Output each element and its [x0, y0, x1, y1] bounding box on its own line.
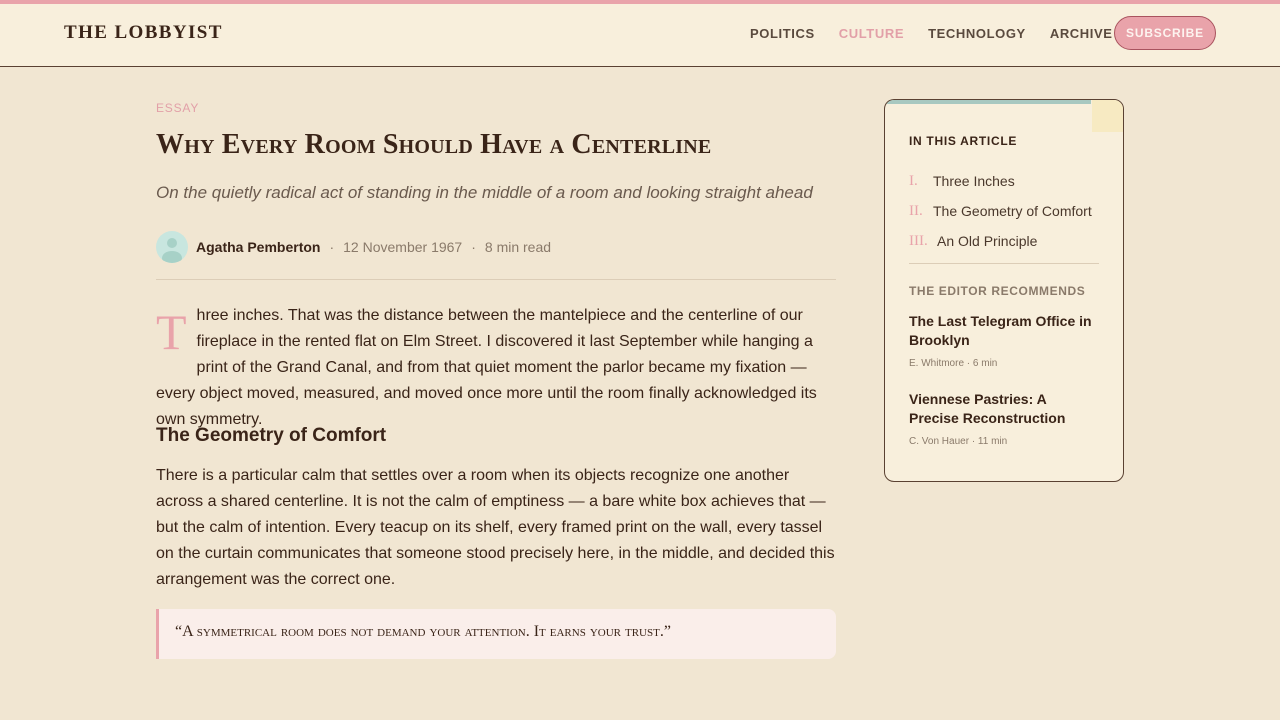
pull-quote: “A symmetrical room does not demand your attention. It earns your trust.”	[156, 609, 836, 659]
toc-heading: IN THIS ARTICLE	[909, 134, 1018, 148]
sidebar-corner-square	[1092, 100, 1124, 132]
recommendation-meta: E. Whitmore · 6 min	[909, 358, 998, 369]
byline	[156, 231, 551, 263]
site-header	[0, 4, 1280, 67]
author-avatar	[156, 231, 188, 263]
byline-divider	[156, 279, 836, 280]
nav-archive[interactable]: ARCHIVE	[1049, 26, 1113, 41]
site-logo[interactable]: THE LOBBYIST	[64, 22, 223, 43]
publish-date: 12 November 1967	[343, 239, 463, 255]
toc-label: Three Inches	[933, 173, 1015, 189]
nav-politics[interactable]: POLITICS	[750, 26, 815, 41]
sidebar-card	[884, 99, 1124, 482]
sidebar-divider	[909, 263, 1099, 264]
recommendations-heading: THE EDITOR RECOMMENDS	[909, 284, 1086, 298]
toc-label: An Old Principle	[937, 233, 1038, 249]
article-dek: On the quietly radical act of standing in the middle of a room and looking straight ahead	[156, 183, 813, 202]
nav-culture[interactable]: CULTURE	[838, 26, 905, 41]
article-title: Why Every Room Should Have a Centerline	[156, 129, 712, 160]
toc-item-three-inches[interactable]	[909, 166, 1092, 196]
read-time: 8 min read	[484, 239, 552, 255]
toc-item-geometry-of-comfort[interactable]	[909, 196, 1092, 226]
recommendation-item[interactable]	[909, 390, 1099, 447]
toc-numeral: III.	[909, 232, 928, 249]
recommendation-meta: C. Von Hauer · 11 min	[909, 436, 1008, 447]
toc-item-an-old-principle[interactable]	[909, 226, 1092, 256]
article-kicker[interactable]: ESSAY	[156, 101, 200, 115]
section-heading: The Geometry of Comfort	[156, 425, 387, 446]
toc-label: The Geometry of Comfort	[933, 203, 1092, 219]
sidebar-accent-bar	[885, 100, 1091, 104]
drop-cap: T	[156, 304, 187, 360]
author-name[interactable]: Agatha Pemberton	[196, 239, 321, 255]
nav-technology[interactable]: TECHNOLOGY	[928, 26, 1026, 41]
article-paragraph-1	[156, 303, 836, 433]
avatar-shoulders-shape	[162, 251, 182, 263]
main-nav	[750, 26, 1137, 41]
toc-numeral: II.	[909, 202, 923, 219]
recommendation-item[interactable]	[909, 312, 1099, 369]
byline-separator: ·	[329, 239, 335, 255]
article-paragraph-2: There is a particular calm that settles over a room when its objects recognize one another across a shared centerline. It is not the calm of emptiness — a bare white box achieves that — but the calm of intention. Every teacup on its shelf, every framed print on the wall, every tassel on the curtain communicates that someone stood precisely here, in the middle, and decided this arrangement was the correct one.	[156, 467, 835, 588]
subscribe-button[interactable]: SUBSCRIBE	[1114, 16, 1216, 50]
avatar-head-shape	[167, 238, 177, 248]
table-of-contents	[909, 166, 1092, 256]
toc-numeral: I.	[909, 172, 918, 189]
recommendation-title[interactable]: Viennese Pastries: A Precise Reconstruction	[909, 391, 1066, 426]
byline-separator: ·	[471, 239, 476, 255]
recommendation-title[interactable]: The Last Telegram Office in Brooklyn	[909, 313, 1092, 348]
paragraph-1-text: hree inches. That was the distance between the mantelpiece and the centerline of our fireplace in the rented flat on Elm Street. I discovered it last September while hanging a print of the Grand Canal, and from that quiet moment the parlor became my fixation — every object moved, measured, and moved once more until the room finally acknowledged its own symmetry.	[156, 307, 817, 428]
